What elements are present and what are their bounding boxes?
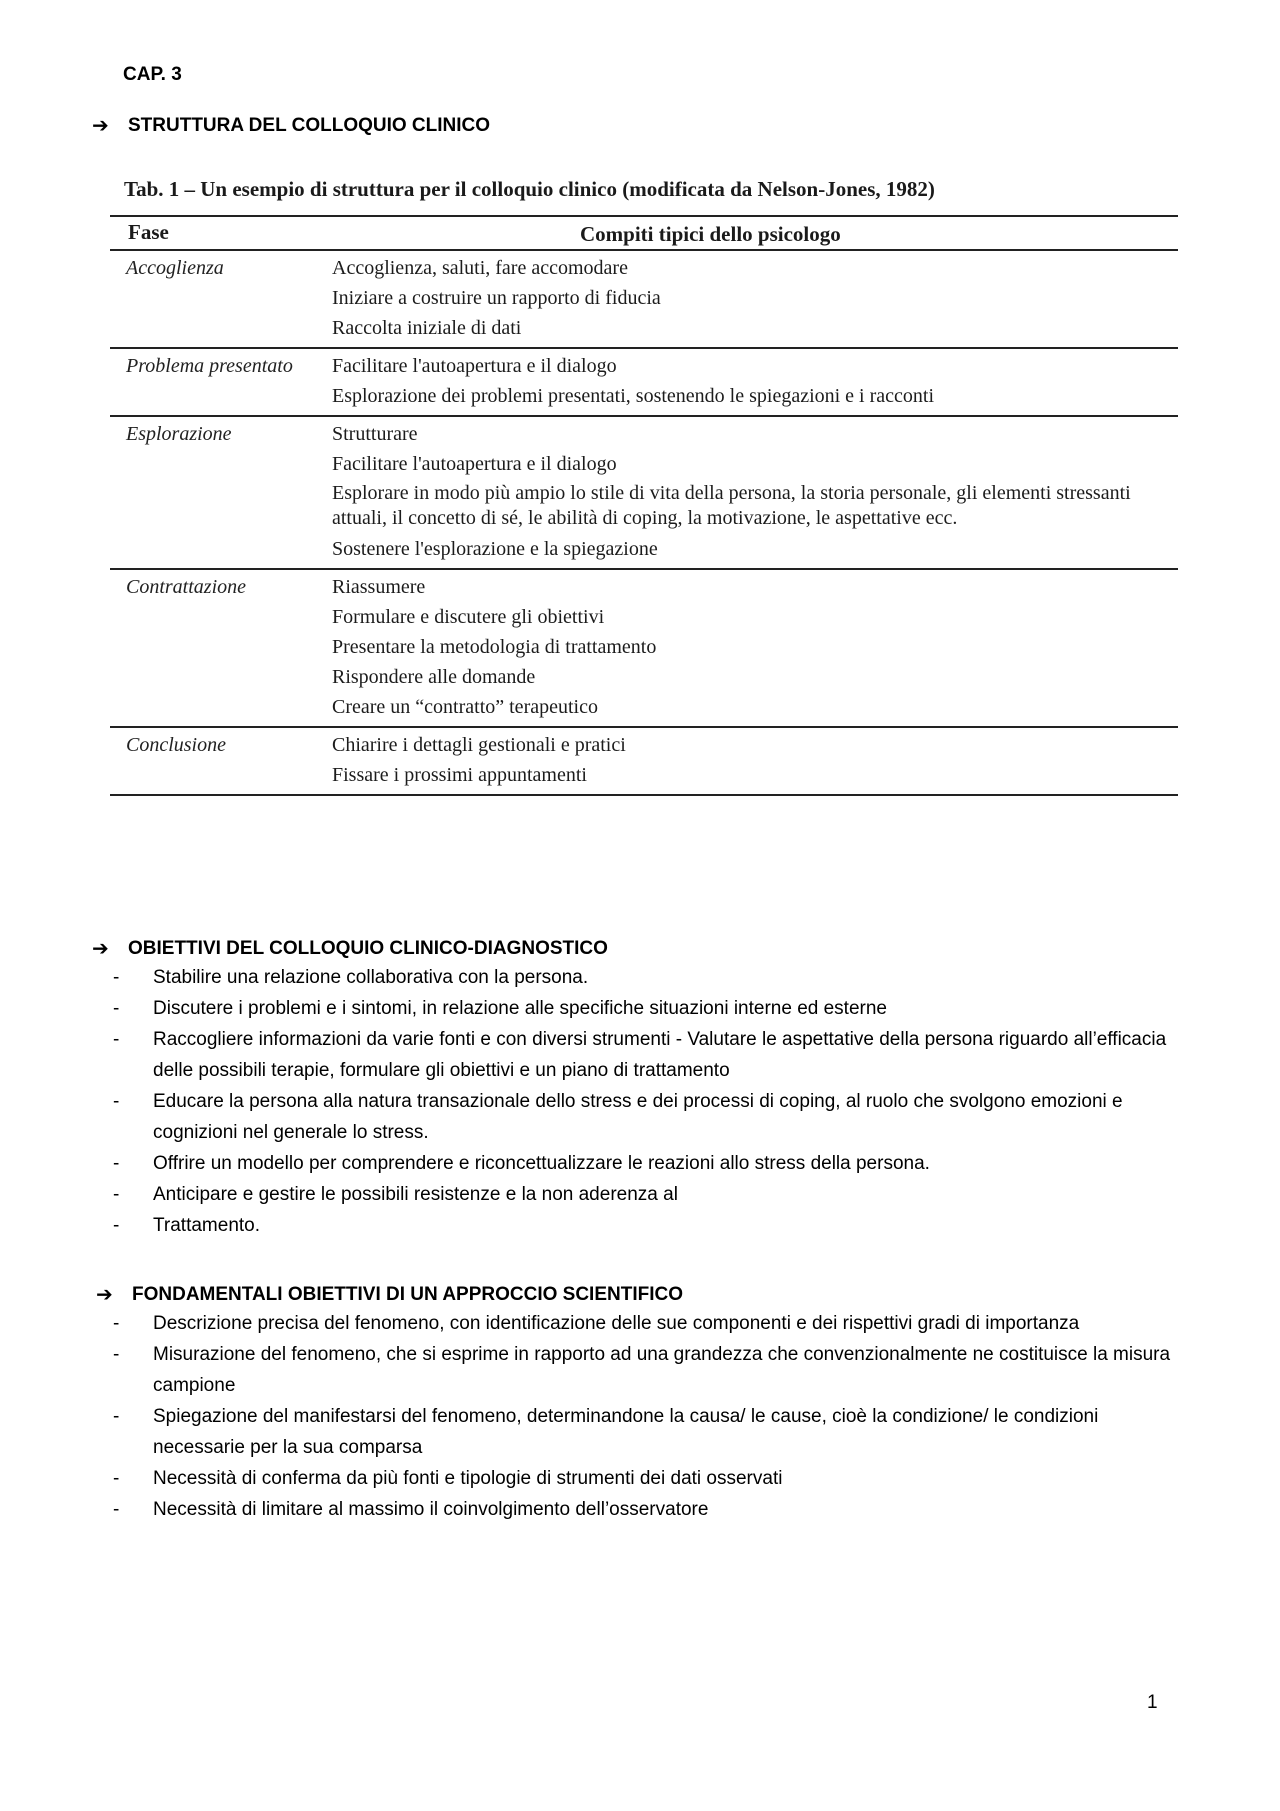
- task-item: Chiarire i dettagli gestionali e pratici: [332, 734, 626, 756]
- table-header: [110, 215, 1178, 251]
- section-title: OBIETTIVI DEL COLLOQUIO CLINICO-DIAGNOSTICO: [128, 937, 608, 959]
- task-item: Fissare i prossimi appuntamenti: [332, 764, 587, 786]
- list-item: - Stabilire una relazione collaborativa con la persona.: [113, 967, 589, 988]
- phase-label: Accoglienza: [126, 257, 224, 279]
- section-title: STRUTTURA DEL COLLOQUIO CLINICO: [128, 114, 491, 136]
- chapter-label: CAP. 3: [123, 64, 182, 85]
- list-item: - Spiegazione del manifestarsi del fenomeno, determinandone la causa/ le cause, cioè la condizione/ le condizioni necessarie per la sua comparsa: [113, 1406, 1099, 1458]
- table-row: [110, 728, 1178, 796]
- arrow-right-icon: ➔: [92, 115, 109, 137]
- task-item: Esplorare in modo più ampio lo stile di vita della persona, la storia personale, gli elementi stressanti attuali, il concetto di sé, le abilità di coping, la motivazione, le aspettative ecc.: [332, 482, 1131, 529]
- list-item: - Educare la persona alla natura transazionale dello stress e dei processi di coping, al ruolo che svolgono emozioni e cognizioni nel generale lo stress.: [113, 1091, 1123, 1143]
- task-item: Formulare e discutere gli obiettivi: [332, 606, 605, 628]
- scanned-table: [110, 176, 1178, 796]
- header-phase: Fase: [128, 220, 169, 244]
- task-item: Facilitare l'autoapertura e il dialogo: [332, 355, 617, 377]
- task-item: Riassumere: [332, 576, 426, 598]
- list-item: - Necessità di conferma da più fonti e tipologie di strumenti dei dati osservati: [113, 1468, 783, 1489]
- task-item: Creare un “contratto” terapeutico: [332, 696, 598, 718]
- list-item: - Misurazione del fenomeno, che si esprime in rapporto ad una grandezza che convenzionalmente ne costituisce la misura campione: [113, 1344, 1171, 1396]
- section-heading-objectives: [92, 936, 608, 961]
- header-tasks: Compiti tipici dello psicologo: [580, 222, 841, 246]
- list-item: - Offrire un modello per comprendere e riconcettualizzare le reazioni allo stress della persona.: [113, 1153, 930, 1174]
- list-item: - Raccogliere informazioni da varie fonti e con diversi strumenti - Valutare le aspettative della persona riguardo all’efficacia delle possibili terapie, formulare gli obiettivi e un piano di trattamento: [113, 1029, 1167, 1081]
- section-heading-scientific: [96, 1282, 683, 1307]
- page-number: 1: [1147, 1692, 1158, 1713]
- task-item: Sostenere l'esplorazione e la spiegazione: [332, 538, 658, 560]
- task-item: Accoglienza, saluti, fare accomodare: [332, 257, 628, 279]
- objectives-list: [113, 962, 1173, 1241]
- task-item: Esplorazione dei problemi presentati, sostenendo le spiegazioni e i racconti: [332, 385, 935, 407]
- list-item: - Descrizione precisa del fenomeno, con identificazione delle sue componenti e dei rispettivi gradi di importanza: [113, 1313, 1080, 1334]
- task-item: Presentare la metodologia di trattamento: [332, 636, 657, 658]
- phase-label: Problema presentato: [126, 355, 293, 377]
- task-item: Facilitare l'autoapertura e il dialogo: [332, 453, 617, 475]
- table-caption: Tab. 1 – Un esempio di struttura per il colloquio clinico (modificata da Nelson-Jones, 1982): [124, 177, 935, 201]
- phase-label: Conclusione: [126, 734, 226, 756]
- scientific-objectives-list: [113, 1308, 1173, 1525]
- list-item: - Discutere i problemi e i sintomi, in relazione alle specifiche situazioni interne ed esterne: [113, 998, 887, 1019]
- arrow-right-icon: ➔: [92, 938, 109, 960]
- table-row: [110, 349, 1178, 417]
- section-title: FONDAMENTALI OBIETTIVI DI UN APPROCCIO SCIENTIFICO: [132, 1283, 683, 1305]
- phase-label: Contrattazione: [126, 576, 247, 598]
- list-item: - Necessità di limitare al massimo il coinvolgimento dell’osservatore: [113, 1499, 709, 1520]
- task-item: Rispondere alle domande: [332, 666, 536, 688]
- list-item: - Anticipare e gestire le possibili resistenze e la non aderenza al: [113, 1184, 678, 1205]
- table-row: [110, 417, 1178, 570]
- section-heading-structure: [92, 113, 490, 138]
- task-item: Iniziare a costruire un rapporto di fiducia: [332, 287, 661, 309]
- task-item: Strutturare: [332, 423, 418, 445]
- table-row: [110, 251, 1178, 349]
- table-row: [110, 570, 1178, 728]
- phase-label: Esplorazione: [126, 423, 232, 445]
- arrow-right-icon: ➔: [96, 1284, 113, 1306]
- task-item: Raccolta iniziale di dati: [332, 317, 522, 339]
- list-item: - Trattamento.: [113, 1215, 261, 1236]
